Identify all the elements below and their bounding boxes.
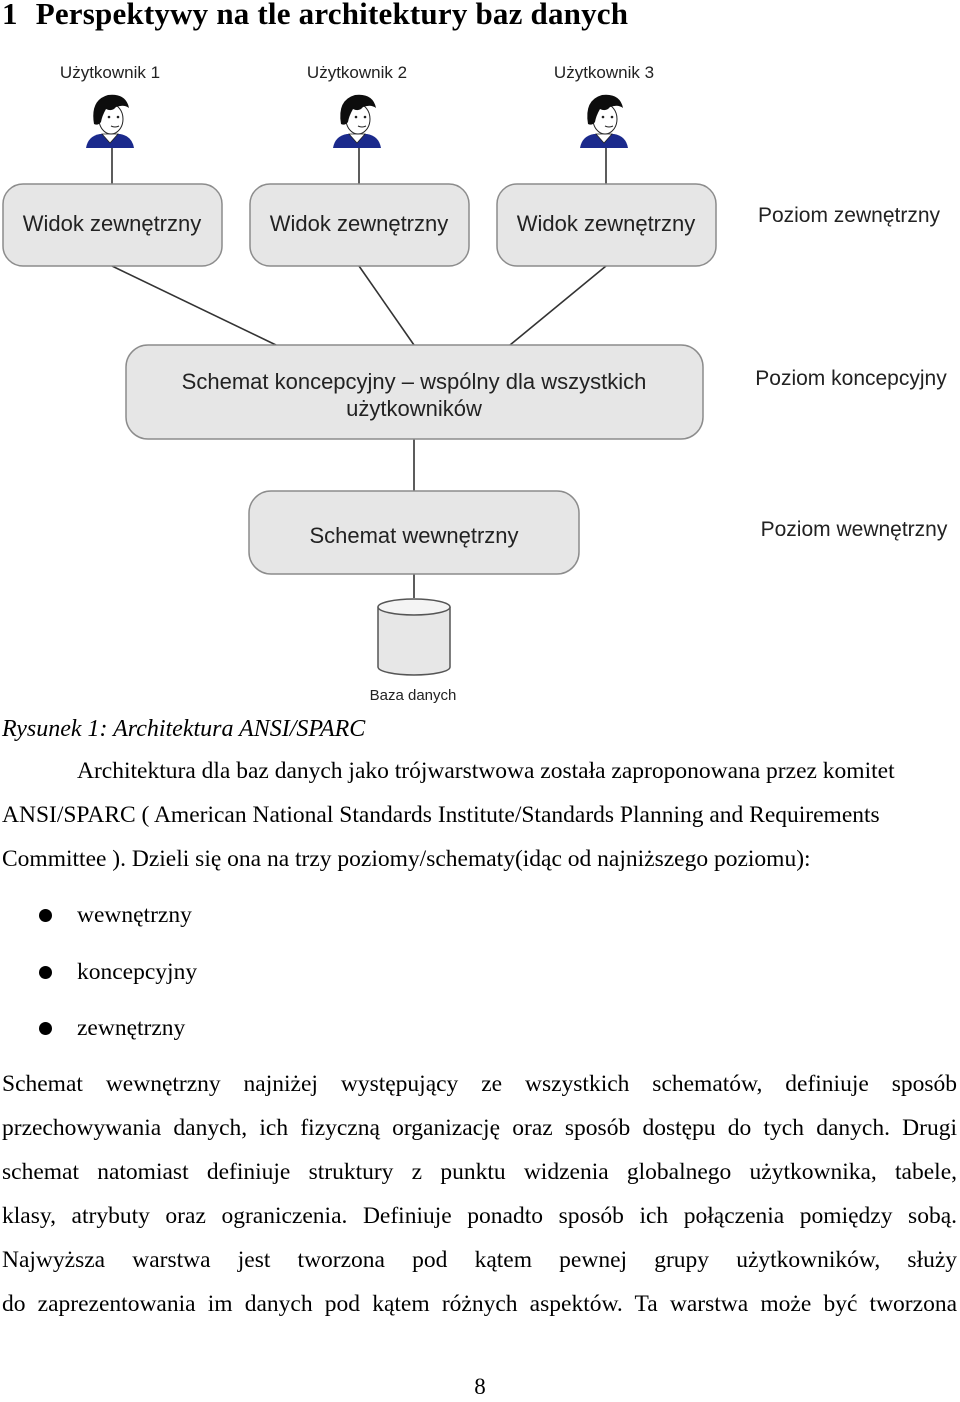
- user-2-label: Użytkownik 2: [306, 63, 408, 82]
- database: [370, 599, 457, 704]
- paragraph-line: klasy, atrybuty oraz ograniczenia. Definiuje ponadto sposób ich połączenia pomiędzy sobą.: [2, 1203, 957, 1229]
- external-view-3: [497, 184, 716, 266]
- user-1-icon: [86, 95, 134, 148]
- paragraph-line: schemat natomiast definiuje struktury z punktu widzenia globalnego użytkownika, tabele,: [2, 1159, 957, 1185]
- bullet-icon: [39, 909, 52, 922]
- list-item: [0, 893, 197, 950]
- ansi-sparc-diagram: [0, 55, 960, 710]
- user-3-icon: [580, 95, 628, 148]
- external-view-3-label: Widok zewnętrzny: [516, 211, 696, 236]
- external-view-2-label: Widok zewnętrzny: [269, 211, 449, 236]
- bullet-icon: [39, 1022, 52, 1035]
- internal-schema-label: Schemat wewnętrzny: [309, 523, 519, 548]
- list-item-label: wewnętrzny: [77, 902, 192, 928]
- list-item-label: zewnętrzny: [77, 1015, 186, 1041]
- paragraph-line: Committee ). Dzieli się ona na trzy poziomy/schematy(idąc od najniższego poziomu):: [2, 846, 811, 872]
- internal-schema: [249, 491, 579, 574]
- conceptual-schema-line-1: Schemat koncepcyjny – wspólny dla wszystkich: [181, 369, 647, 394]
- level-list: [0, 893, 197, 1063]
- list-item: [0, 1006, 197, 1063]
- database-cylinder-icon: [378, 599, 450, 675]
- level-conceptual-label: Poziom koncepcyjny: [755, 367, 947, 390]
- section-title: Perspektywy na tle architektury baz danych: [35, 0, 629, 31]
- figure-caption: Rysunek 1: Architektura ANSI/SPARC: [2, 716, 366, 742]
- page-number: 8: [474, 1374, 486, 1399]
- level-external-label: Poziom zewnętrzny: [757, 204, 941, 227]
- user-3: [554, 63, 654, 148]
- paragraph-intro: [2, 749, 957, 881]
- user-1: [60, 63, 160, 148]
- paragraph-line: do zaprezentowania im danych pod kątem różnych aspektów. Ta warstwa może być tworzona: [2, 1291, 957, 1317]
- conceptual-schema: [126, 345, 703, 439]
- database-label: Baza danych: [369, 687, 457, 704]
- paragraph-line: Najwyższa warstwa jest tworzona pod kątem pewnej grupy użytkowników, służy: [2, 1247, 957, 1273]
- paragraph-line: Schemat wewnętrzny najniżej występujący ze wszystkich schematów, definiuje sposób: [2, 1071, 957, 1097]
- external-view-2: [250, 184, 469, 266]
- list-item: [0, 950, 197, 1007]
- user-2-icon: [333, 95, 381, 148]
- paragraph-line: przechowywania danych, ich fizyczną organizację oraz sposób dostępu do tych danych. Drugi: [2, 1115, 957, 1141]
- paragraph-description: [2, 1062, 957, 1326]
- level-internal-label: Poziom wewnętrzny: [760, 518, 948, 541]
- conceptual-schema-line-2: użytkowników: [346, 396, 482, 421]
- section-number: 1: [2, 0, 18, 31]
- external-view-1-label: Widok zewnętrzny: [22, 211, 202, 236]
- user-1-label: Użytkownik 1: [59, 63, 161, 82]
- paragraph-line: Architektura dla baz danych jako trójwarstwowa została zaproponowana przez komitet: [77, 758, 895, 784]
- section-heading: [2, 0, 628, 32]
- list-item-label: koncepcyjny: [77, 958, 198, 985]
- external-view-1: [3, 184, 222, 266]
- bullet-icon: [39, 966, 52, 979]
- paragraph-line: ANSI/SPARC ( American National Standards Institute/Standards Planning and Requirements: [2, 802, 880, 828]
- user-2: [307, 63, 407, 148]
- user-3-label: Użytkownik 3: [553, 63, 655, 82]
